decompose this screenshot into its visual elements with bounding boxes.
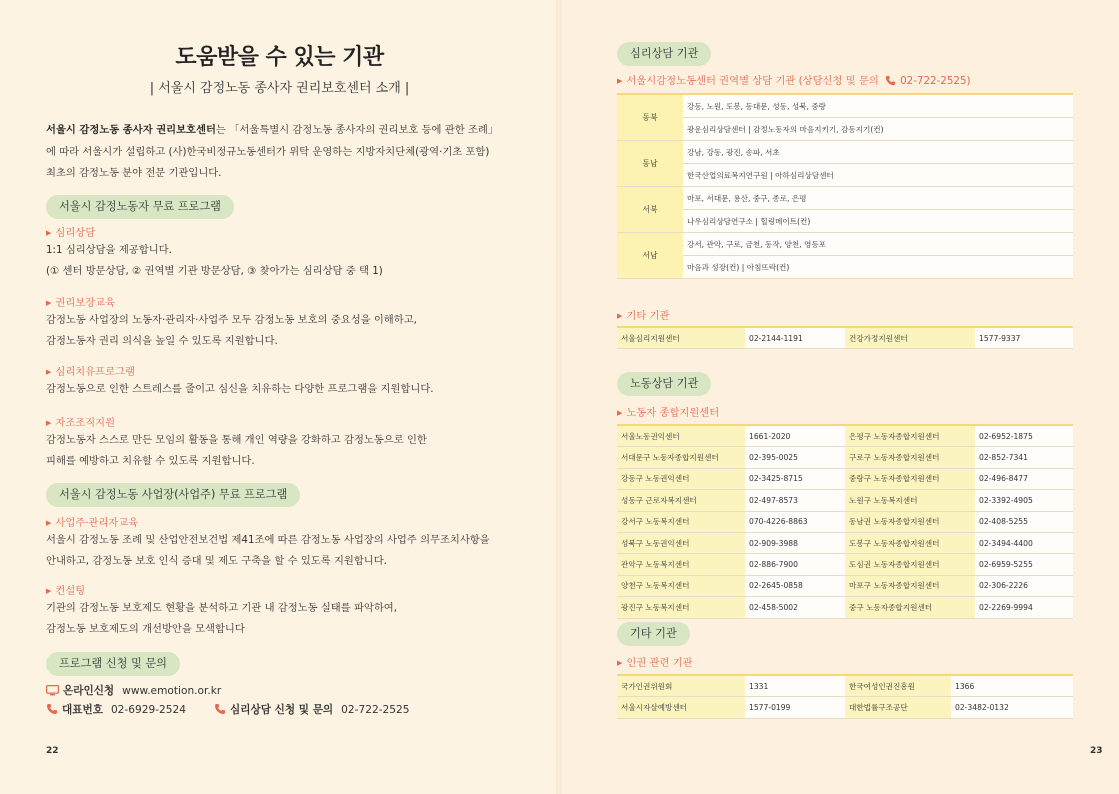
intro-line-3: 최초의 감정노동 분야 전문 기관입니다. [46, 167, 222, 179]
table-cell: 02-3392-4905 [975, 490, 1073, 511]
triangle-icon: ▶ [46, 229, 52, 237]
section-pill-apply-inquiry: 프로그램 신청 및 문의 [46, 652, 180, 676]
triangle-icon: ▶ [46, 299, 52, 307]
triangle-icon: ▶ [46, 419, 52, 427]
table-row [617, 697, 1073, 718]
text-line: 대표번호 [62, 704, 103, 716]
table-cell: 은평구 노동자종합지원센터 [845, 425, 975, 447]
table-cell: 양천구 노동복지센터 [617, 575, 745, 596]
section-head-label: 인권 관련 기관 [626, 657, 693, 669]
labor-support-head [617, 404, 719, 419]
labor-support-table [617, 424, 1073, 619]
table-cell: 1331 [745, 675, 845, 697]
item-body-rights-education [46, 310, 526, 351]
table-cell: 02-458-5002 [745, 597, 845, 618]
region-centers: 광운심리상담센터 | 감정노동자의 마음지키기, 감동지기(컨) [683, 118, 1073, 141]
section-head-label: 서울시감정노동센터 권역별 상담 기관 (상담신청 및 문의 [626, 75, 879, 87]
section-pill-other-institutions: 기타 기관 [617, 622, 690, 646]
section-head-label: 심리상담 [55, 227, 96, 239]
table-cell: 건강가정지원센터 [845, 327, 975, 349]
counsel-phone-number[interactable]: 02-722-2525 [341, 704, 410, 716]
table-cell: 1661-2020 [745, 425, 845, 447]
intro-line-2: 에 따라 서울시가 설립하고 (사)한국비정규노동센터가 위탁 운영하는 지방자치단체(광역·기초 포함) [46, 145, 490, 158]
table-row [617, 210, 1073, 233]
table-cell: 02-886-7900 [745, 554, 845, 575]
table-cell: 02-6959-5255 [975, 554, 1073, 575]
item-head-self-help [46, 414, 115, 429]
table-cell: 성동구 근로자복지센터 [617, 490, 745, 511]
table-cell: 02-852-7341 [975, 447, 1073, 468]
table-cell: 관악구 노동복지센터 [617, 554, 745, 575]
section-head-label: 자조조직지원 [55, 417, 116, 429]
region-areas: 강서, 관악, 구로, 금천, 동작, 양천, 영등포 [683, 233, 1073, 256]
page-subtitle: | 서울시 감정노동 종사자 권리보호센터 소개 | [149, 81, 410, 96]
table-row [617, 118, 1073, 141]
book-gutter [556, 0, 562, 794]
monitor-icon [46, 685, 59, 699]
table-cell: 1577-0199 [745, 697, 845, 718]
table-cell: 02-6952-1875 [975, 425, 1073, 447]
phone-icon [885, 75, 896, 89]
page-number-left: 22 [46, 746, 59, 756]
table-cell: 도봉구 노동자종합지원센터 [845, 532, 975, 553]
regional-counseling-head [617, 72, 971, 89]
item-head-counseling [46, 224, 95, 239]
region-areas: 강동, 노원, 도봉, 동대문, 성동, 성북, 중랑 [683, 94, 1073, 118]
table-cell: 02-408-5255 [975, 511, 1073, 532]
table-cell: 중구 노동자종합지원센터 [845, 597, 975, 618]
table-row [617, 256, 1073, 279]
triangle-icon: ▶ [617, 312, 623, 320]
table-cell: 성북구 노동권익센터 [617, 532, 745, 553]
text-line: 피해를 예방하고 치유할 수 있도록 지원합니다. [46, 454, 255, 467]
page-title: 도움받을 수 있는 기관 [175, 45, 384, 70]
counsel-phone-row [214, 702, 409, 718]
table-cell: 02-909-3988 [745, 532, 845, 553]
table-row [617, 468, 1073, 489]
table-row [617, 164, 1073, 187]
item-body-consulting [46, 598, 526, 639]
table-cell: 02-496-8477 [975, 468, 1073, 489]
page-number-right: 23 [1090, 746, 1103, 756]
phone-icon [46, 703, 58, 718]
region-name: 서북 [617, 187, 683, 233]
section-pill-labor-institutions: 노동상담 기관 [617, 372, 711, 396]
table-cell: 02-306-2226 [975, 575, 1073, 596]
triangle-icon: ▶ [46, 587, 52, 595]
table-row [617, 425, 1073, 447]
table-cell: 02-2269-9994 [975, 597, 1073, 618]
region-areas: 마포, 서대문, 용산, 중구, 종로, 은평 [683, 187, 1073, 210]
table-cell: 광진구 노동복지센터 [617, 597, 745, 618]
section-head-label: 노동자 종합지원센터 [626, 407, 720, 419]
table-cell: 서대문구 노동자종합지원센터 [617, 447, 745, 468]
online-apply-link[interactable]: www.emotion.or.kr [122, 685, 222, 697]
table-cell: 강동구 노동권익센터 [617, 468, 745, 489]
table-cell: 02-3482-0132 [951, 697, 1073, 718]
region-name: 동북 [617, 94, 683, 141]
section-head-label: 02-722-2525) [900, 75, 971, 87]
text-line: 감정노동자 스스로 만든 모임의 활동을 통해 개인 역량을 강화하고 감정노동으로 인한 [46, 434, 427, 446]
section-head-label: 심리치유프로그램 [55, 366, 135, 378]
section-pill-employer-programs: 서울시 감정노동 사업장(사업주) 무료 프로그램 [46, 483, 300, 507]
text-line: 감정노동으로 인한 스트레스를 줄이고 심신을 치유하는 다양한 프로그램을 지원합니다. [46, 383, 434, 395]
intro-line-1: 는 「서울특별시 감정노동 종사자의 권리보호 등에 관한 조례」 [215, 124, 499, 136]
text-line: 심리상담 신청 및 문의 [230, 704, 334, 716]
region-centers: 마음과 성장(컨) | 아침뜨락(컨) [683, 256, 1073, 279]
table-row [617, 554, 1073, 575]
intro-paragraph [46, 120, 516, 185]
table-row [617, 187, 1073, 210]
table-cell: 1577-9337 [975, 327, 1073, 349]
text-line: 안내하고, 감정노동 보호 인식 증대 및 제도 구축을 할 수 있도록 지원합니다. [46, 554, 387, 567]
regional-counseling-table [617, 93, 1073, 279]
etc-counseling-table [617, 326, 1073, 349]
region-centers: 한국산업의료복지연구원 | 아하심리상담센터 [683, 164, 1073, 187]
table-cell: 070-4226-8863 [745, 511, 845, 532]
phone-icon [214, 703, 226, 718]
etc-counseling-head [617, 307, 669, 322]
text-line: 감정노동자 권리 의식을 높일 수 있도록 지원합니다. [46, 334, 278, 347]
table-row [617, 675, 1073, 697]
item-head-healing-program [46, 363, 135, 378]
table-cell: 1366 [951, 675, 1073, 697]
table-cell: 동남권 노동자종합지원센터 [845, 511, 975, 532]
text-line: 감정노동 사업장의 노동자·관리자·사업주 모두 감정노동 보호의 중요성을 이해하고, [46, 314, 417, 326]
table-cell: 한국여성인권진흥원 [845, 675, 951, 697]
text-line: 서울시 감정노동 조례 및 산업안전보건법 제41조에 따른 감정노동 사업장의 사업주 의무조치사항을 [46, 534, 490, 546]
table-cell: 중랑구 노동자종합지원센터 [845, 468, 975, 489]
table-row [617, 447, 1073, 468]
online-apply-row [46, 683, 221, 699]
table-cell: 02-395-0025 [745, 447, 845, 468]
table-cell: 대한법률구조공단 [845, 697, 951, 718]
table-row [617, 141, 1073, 164]
item-head-consulting [46, 582, 85, 597]
section-head-label: 기타 기관 [626, 310, 670, 322]
triangle-icon: ▶ [46, 368, 52, 376]
table-cell: 노원구 노동복지센터 [845, 490, 975, 511]
section-head-label: 사업주·관리자교육 [55, 517, 139, 529]
section-head-label: 컨설팅 [55, 585, 86, 597]
section-head-label: 권리보장교육 [55, 297, 116, 309]
item-head-rights-education [46, 294, 115, 309]
triangle-icon: ▶ [617, 659, 623, 667]
table-row [617, 327, 1073, 349]
table-row [617, 233, 1073, 256]
text-line: 기관의 감정노동 보호제도 현황을 분석하고 기관 내 감정노동 실태를 파악하여, [46, 602, 398, 614]
table-cell: 02-3494-4400 [975, 532, 1073, 553]
triangle-icon: ▶ [46, 519, 52, 527]
item-body-employer-education [46, 530, 526, 571]
triangle-icon: ▶ [617, 409, 623, 417]
text-line: 1:1 심리상담을 제공합니다. [46, 244, 172, 256]
table-cell: 02-2144-1191 [745, 327, 845, 349]
table-row [617, 511, 1073, 532]
table-row [617, 94, 1073, 118]
main-phone-number[interactable]: 02-6929-2524 [110, 704, 186, 716]
item-body-self-help [46, 430, 526, 471]
table-cell: 국가인권위원회 [617, 675, 745, 697]
table-cell: 서울심리지원센터 [617, 327, 745, 349]
item-body-counseling [46, 240, 526, 281]
table-cell: 마포구 노동자종합지원센터 [845, 575, 975, 596]
table-cell: 강서구 노동복지센터 [617, 511, 745, 532]
table-row [617, 532, 1073, 553]
region-centers: 나우심리상담연구소 | 힐링메이트(컨) [683, 210, 1073, 233]
table-row [617, 575, 1073, 596]
item-body-healing-program [46, 379, 526, 400]
table-cell: 02-497-8573 [745, 490, 845, 511]
table-row [617, 597, 1073, 618]
item-head-employer-education [46, 514, 138, 529]
text-line: 감정노동 보호제도의 개선방안을 모색합니다 [46, 622, 245, 635]
section-pill-counseling-institutions: 심리상담 기관 [617, 42, 711, 66]
human-rights-table [617, 674, 1073, 719]
region-areas: 강남, 강동, 광진, 송파, 서초 [683, 141, 1073, 164]
table-cell: 02-2645-0858 [745, 575, 845, 596]
table-cell: 서울노동권익센터 [617, 425, 745, 447]
text-line: 온라인신청 [63, 685, 115, 697]
table-cell: 02-3425-8715 [745, 468, 845, 489]
region-name: 동남 [617, 141, 683, 187]
table-cell: 구로구 노동자종합지원센터 [845, 447, 975, 468]
intro-bold: 서울시 감정노동 종사자 권리보호센터 [46, 124, 216, 136]
region-name: 서남 [617, 233, 683, 279]
table-cell: 도심권 노동자종합지원센터 [845, 554, 975, 575]
human-rights-head [617, 654, 693, 669]
table-cell: 서울시자살예방센터 [617, 697, 745, 718]
text-line: (① 센터 방문상담, ② 권역별 기관 방문상담, ③ 찾아가는 심리상담 중 택 1) [46, 264, 383, 277]
section-pill-worker-programs: 서울시 감정노동자 무료 프로그램 [46, 195, 234, 219]
triangle-icon: ▶ [617, 77, 623, 85]
table-row [617, 490, 1073, 511]
main-phone-row [46, 702, 186, 718]
